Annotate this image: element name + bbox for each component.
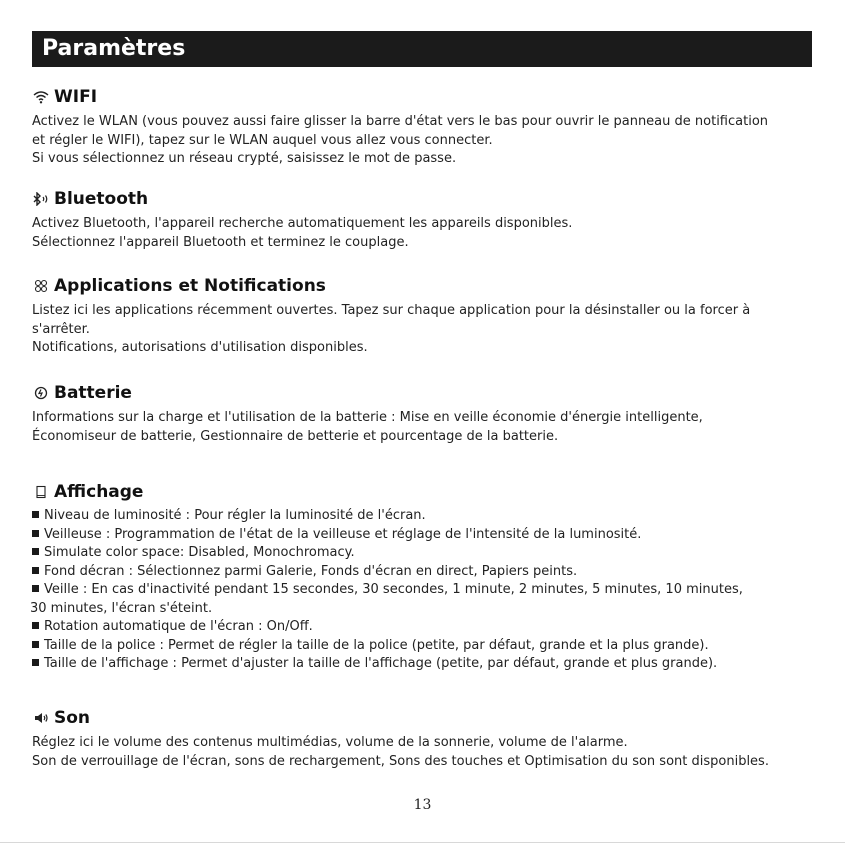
list-item: Taille de la police : Permet de régler la taille de la police (petite, par défaut, grande et la plus grande). bbox=[32, 637, 822, 656]
list-item: Simulate color space: Disabled, Monochromacy. bbox=[32, 544, 822, 563]
body-line: Son de verrouillage de l'écran, sons de rechargement, Sons des touches et Optimisation du son sont disponibles. bbox=[32, 753, 769, 769]
section-battery bbox=[32, 382, 822, 446]
section-body bbox=[32, 302, 822, 358]
bullet-square-icon bbox=[32, 511, 39, 518]
page-title: Paramètres bbox=[32, 31, 812, 67]
page-bottom-divider bbox=[0, 842, 845, 843]
bullet-square-icon bbox=[32, 548, 39, 555]
body-line: Économiseur de batterie, Gestionnaire de betterie et pourcentage de la batterie. bbox=[32, 428, 559, 444]
section-heading bbox=[32, 86, 822, 108]
section-body bbox=[32, 409, 822, 446]
apps-grid-icon bbox=[32, 277, 50, 295]
list-item-continuation: 30 minutes, l'écran s'éteint. bbox=[30, 600, 213, 616]
section-heading bbox=[32, 188, 822, 210]
bullet-square-icon bbox=[32, 530, 39, 537]
bullet-square-icon bbox=[32, 567, 39, 574]
list-item: Veilleuse : Programmation de l'état de la veilleuse et réglage de l'intensité de la luminosité. bbox=[32, 526, 822, 545]
section-heading bbox=[32, 382, 822, 404]
section-heading bbox=[32, 275, 822, 297]
section-body bbox=[32, 215, 822, 252]
section-title: Affichage bbox=[54, 482, 144, 502]
section-display bbox=[32, 481, 822, 674]
body-line: Sélectionnez l'appareil Bluetooth et terminez le couplage. bbox=[32, 234, 409, 250]
body-line: et régler le WIFI), tapez sur le WLAN auquel vous allez vous connecter. bbox=[32, 132, 493, 148]
body-line: Réglez ici le volume des contenus multimédias, volume de la sonnerie, volume de l'alarme. bbox=[32, 735, 628, 750]
bullet-square-icon bbox=[32, 622, 39, 629]
section-title: WIFI bbox=[54, 87, 98, 107]
section-body bbox=[32, 734, 822, 771]
wifi-icon bbox=[32, 88, 50, 106]
body-line: Informations sur la charge et l'utilisation de la batterie : Mise en veille économie d'énergie intelligente, bbox=[32, 410, 703, 425]
bullet-square-icon bbox=[32, 585, 39, 592]
body-line: Listez ici les applications récemment ouvertes. Tapez sur chaque application pour la désinstaller ou la forcer à bbox=[32, 303, 751, 318]
section-apps bbox=[32, 275, 822, 358]
bullet-square-icon bbox=[32, 641, 39, 648]
speaker-icon bbox=[32, 709, 50, 727]
bullet-square-icon bbox=[32, 659, 39, 666]
section-title: Batterie bbox=[54, 383, 132, 403]
battery-icon bbox=[32, 384, 50, 402]
list-item: Veille : En cas d'inactivité pendant 15 secondes, 30 secondes, 1 minute, 2 minutes, 5 minutes, 10 minutes, bbox=[32, 581, 822, 600]
bluetooth-icon bbox=[32, 190, 50, 208]
section-title: Applications et Notifications bbox=[54, 276, 326, 296]
page-number: 13 bbox=[413, 797, 432, 813]
section-sound bbox=[32, 707, 822, 771]
body-line: s'arrêter. bbox=[32, 321, 90, 337]
list-item: Niveau de luminosité : Pour régler la luminosité de l'écran. bbox=[32, 507, 822, 526]
display-icon bbox=[32, 483, 50, 501]
section-bluetooth bbox=[32, 188, 822, 252]
body-line: Activez le WLAN (vous pouvez aussi faire glisser la barre d'état vers le bas pour ouvrir le panneau de notification bbox=[32, 114, 769, 129]
body-line: Si vous sélectionnez un réseau crypté, saisissez le mot de passe. bbox=[32, 151, 457, 166]
body-line: Activez Bluetooth, l'appareil recherche automatiquement les appareils disponibles. bbox=[32, 216, 573, 231]
list-item: Fond décran : Sélectionnez parmi Galerie, Fonds d'écran en direct, Papiers peints. bbox=[32, 563, 822, 582]
body-line: Notifications, autorisations d'utilisation disponibles. bbox=[32, 340, 368, 355]
section-title: Son bbox=[54, 708, 91, 728]
list-item: Rotation automatique de l'écran : On/Off. bbox=[32, 618, 822, 637]
list-item: Taille de l'affichage : Permet d'ajuster la taille de l'affichage (petite, par défaut, grande et plus grande). bbox=[32, 655, 822, 674]
section-wifi bbox=[32, 86, 822, 169]
bullet-list bbox=[32, 507, 822, 674]
section-body bbox=[32, 113, 822, 169]
section-heading bbox=[32, 707, 822, 729]
section-heading bbox=[32, 481, 822, 503]
section-title: Bluetooth bbox=[54, 189, 149, 209]
